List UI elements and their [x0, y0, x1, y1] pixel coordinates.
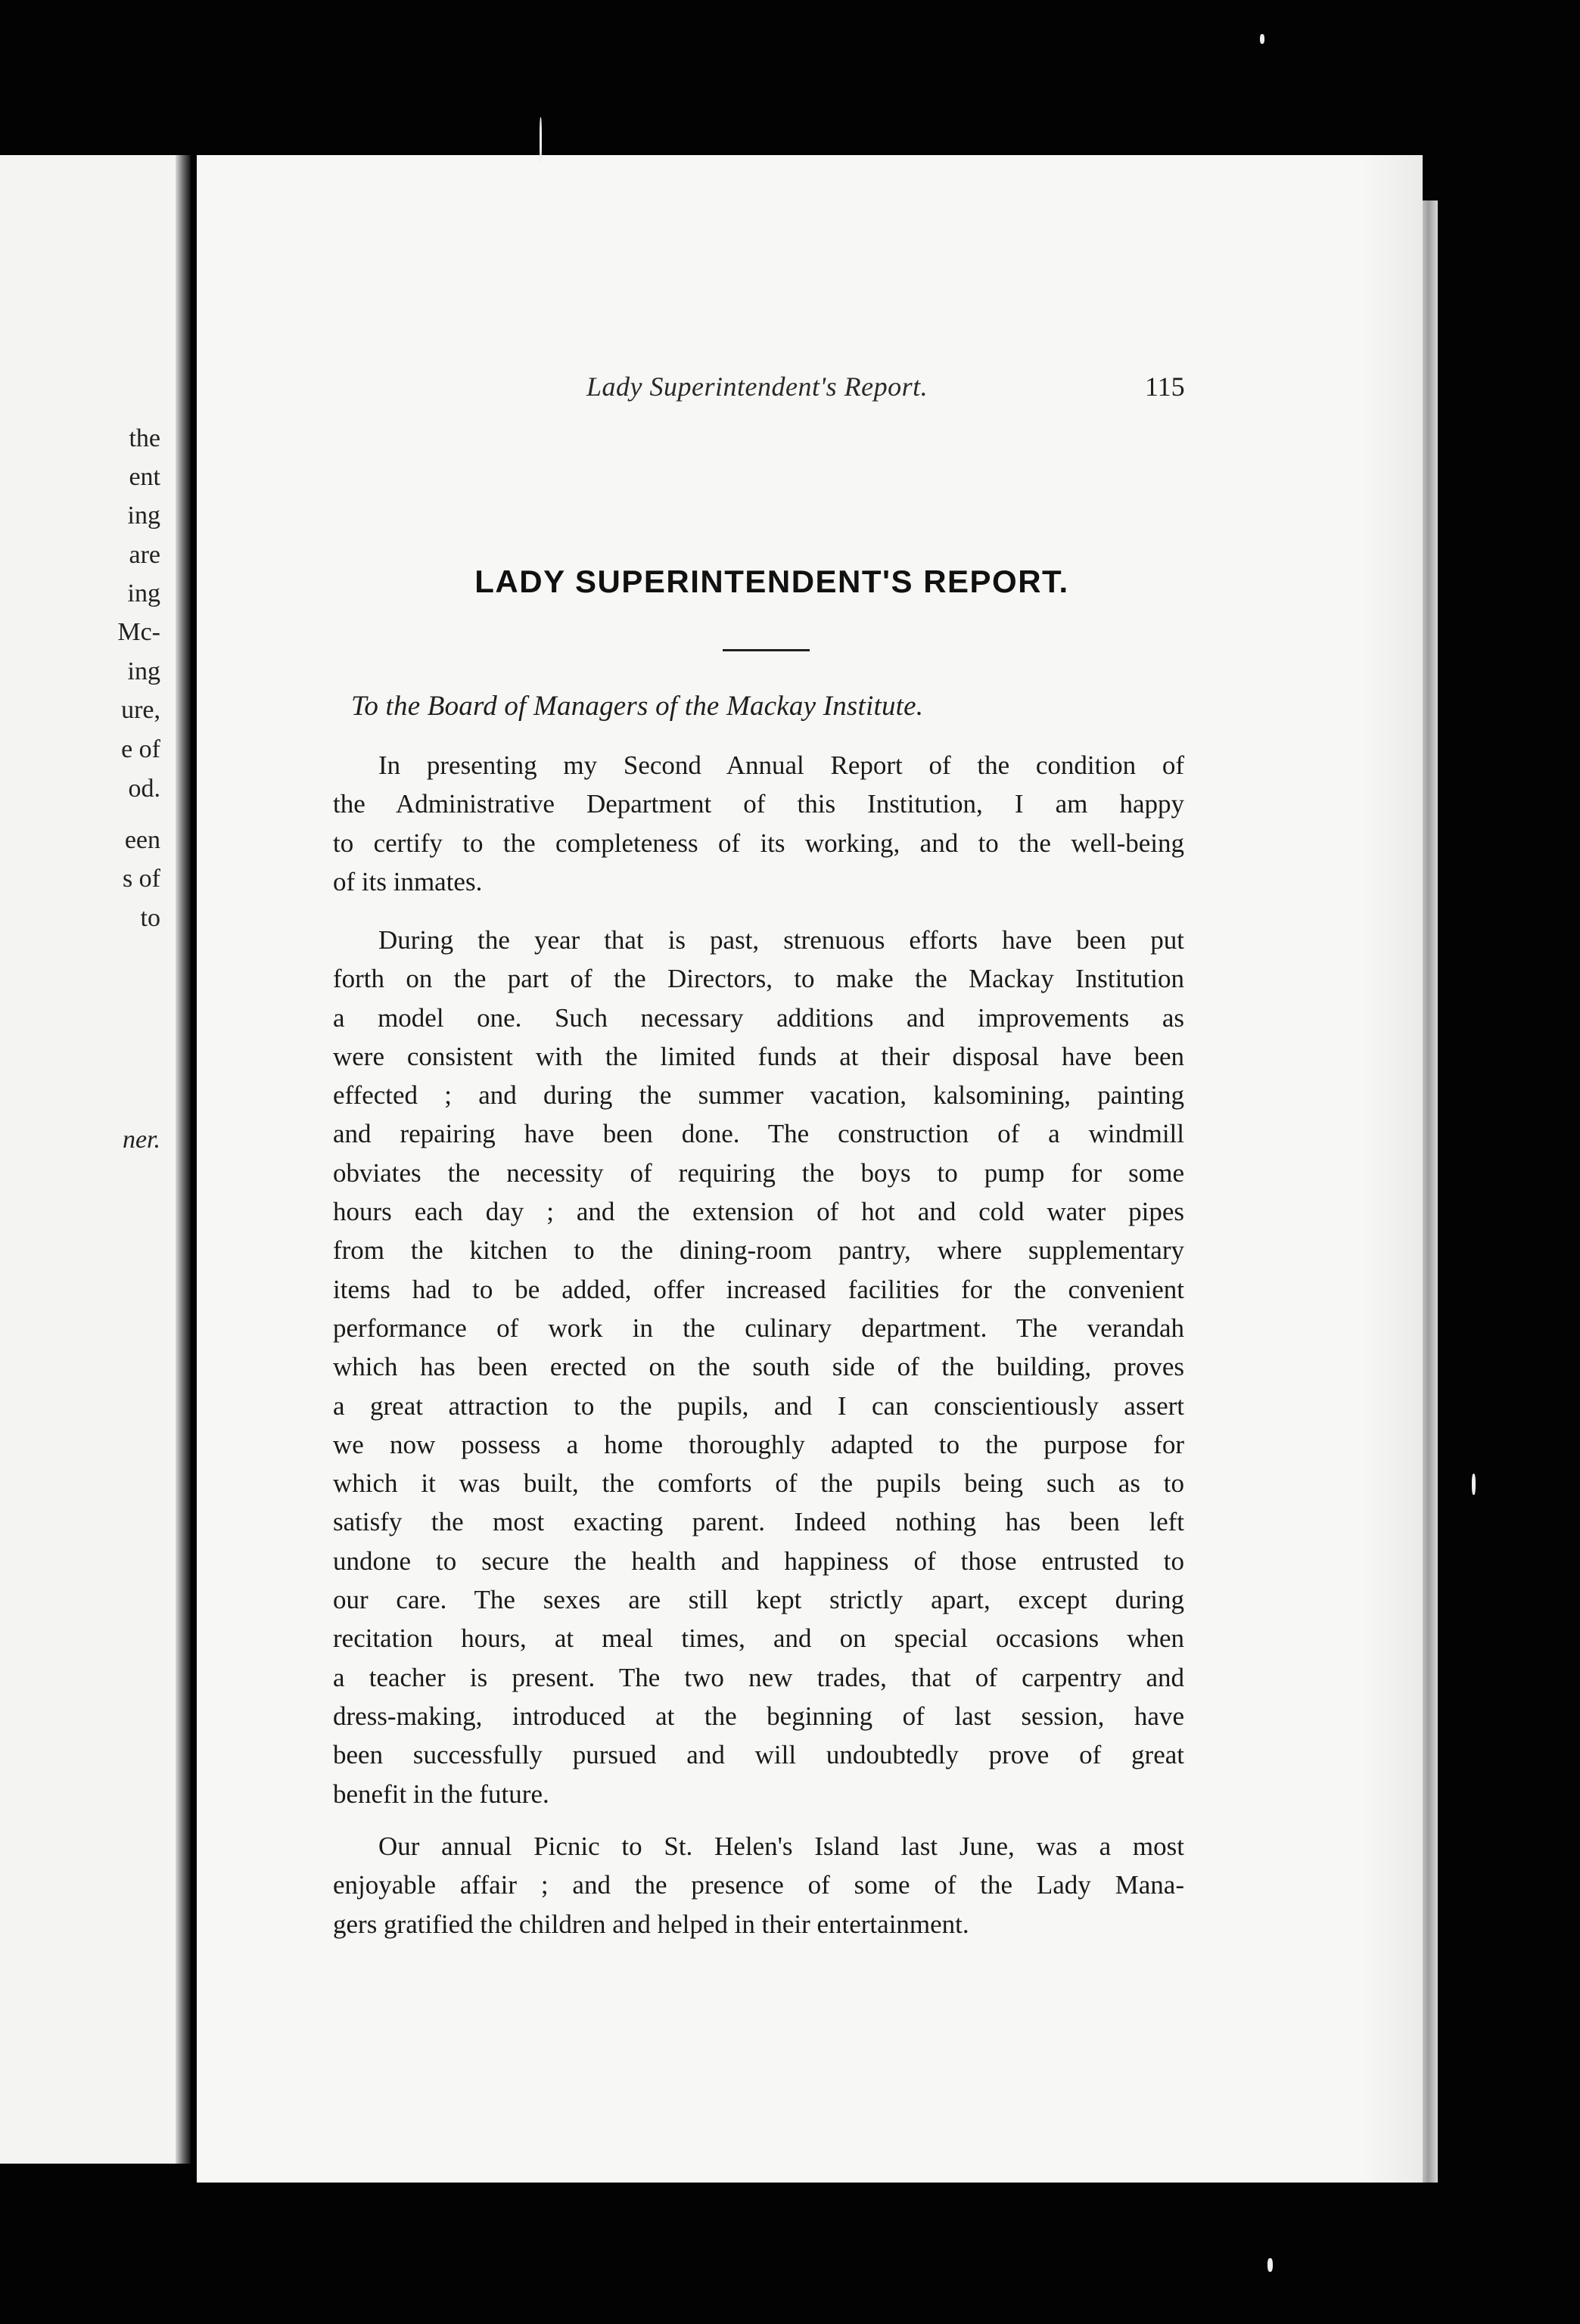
text-line: the Administrative Department of this Institution, I am happy — [333, 789, 1184, 819]
facing-page — [0, 155, 176, 2164]
facing-page-line: od. — [128, 775, 160, 803]
facing-page-line: ner. — [122, 1126, 160, 1154]
text-line: were consistent with the limited funds at their disposal have been — [333, 1041, 1184, 1071]
paragraph-2 — [333, 921, 1184, 1813]
text-line: hours each day ; and the extension of hot and cold water pipes — [333, 1197, 1184, 1227]
facing-page-line: ure, — [121, 696, 160, 724]
facing-page-line: ent — [129, 463, 160, 491]
text-line: undone to secure the health and happiness of those entrusted to — [333, 1546, 1184, 1576]
text-line: recitation hours, at meal times, and on special occasions when — [333, 1623, 1184, 1654]
film-speck — [1472, 1474, 1476, 1495]
text-line: benefit in the future. — [333, 1779, 549, 1809]
film-speck — [540, 117, 542, 163]
running-head: Lady Superintendent's Report. — [586, 371, 928, 402]
facing-page-line: ing — [127, 657, 160, 685]
text-line: from the kitchen to the dining-room pantry, where supplementary — [333, 1235, 1184, 1266]
text-line: obviates the necessity of requiring the boys to pump for some — [333, 1157, 1184, 1188]
facing-page-line: s of — [122, 865, 160, 893]
text-line: a model one. Such necessary additions and improvements as — [333, 1002, 1184, 1033]
text-line: and repairing have been done. The construction of a windmill — [333, 1119, 1184, 1149]
text-line: dress-making, introduced at the beginning of last session, have — [333, 1701, 1184, 1731]
text-line: a great attraction to the pupils, and I can conscientiously assert — [333, 1390, 1184, 1421]
text-line: forth on the part of the Directors, to make the Mackay Institution — [333, 964, 1184, 994]
text-line: to certify to the completeness of its working, and to the well-being — [333, 828, 1184, 858]
film-speck — [1260, 34, 1264, 44]
text-line: which it was built, the comforts of the pupils being such as to — [333, 1468, 1184, 1499]
facing-page-line: een — [124, 826, 160, 854]
page-header — [0, 371, 1580, 416]
text-line: our care. The sexes are still kept strictly apart, except during — [333, 1585, 1184, 1615]
text-line: performance of work in the culinary department. The verandah — [333, 1313, 1184, 1343]
text-line: been successfully pursued and will undoubtedly prove of great — [333, 1740, 1184, 1770]
salutation: To the Board of Managers of the Mackay Institute. — [351, 691, 924, 722]
text-line: a teacher is present. The two new trades, that of carpentry and — [333, 1662, 1184, 1692]
facing-page-line: to — [140, 904, 160, 932]
text-line: Our annual Picnic to St. Helen's Island last June, was a most — [378, 1832, 1184, 1861]
film-speck — [1267, 2258, 1273, 2272]
facing-page-line: are — [129, 541, 160, 569]
text-line: we now possess a home thoroughly adapted to the purpose for — [333, 1429, 1184, 1459]
report-title: LADY SUPERINTENDENT'S REPORT. — [474, 564, 1069, 599]
facing-page-line: the — [129, 424, 160, 452]
text-line: items had to be added, offer increased facilities for the convenient — [333, 1274, 1184, 1304]
paragraph-3 — [333, 1827, 1184, 1943]
text-line: of its inmates. — [333, 866, 483, 896]
facing-page-line: Mc- — [117, 618, 160, 646]
text-line: During the year that is past, strenuous efforts have been put — [378, 925, 1184, 955]
facing-page-line: e of — [121, 735, 160, 763]
facing-page-line: ing — [127, 502, 160, 530]
text-line: effected ; and during the summer vacation, kalsomining, painting — [333, 1080, 1184, 1111]
text-line: which has been erected on the south side of the building, proves — [333, 1352, 1184, 1382]
text-line: gers gratified the children and helped in their entertainment. — [333, 1909, 969, 1939]
facing-page-line: ing — [127, 579, 160, 607]
title-rule — [723, 649, 810, 651]
paragraph-1 — [333, 746, 1184, 901]
page-number: 115 — [1145, 371, 1185, 402]
text-line: enjoyable affair ; and the presence of some of the Lady Mana- — [333, 1870, 1184, 1900]
text-line: satisfy the most exacting parent. Indeed nothing has been left — [333, 1507, 1184, 1537]
book-gutter — [176, 155, 191, 2164]
text-line: In presenting my Second Annual Report of the condition of — [378, 750, 1184, 780]
